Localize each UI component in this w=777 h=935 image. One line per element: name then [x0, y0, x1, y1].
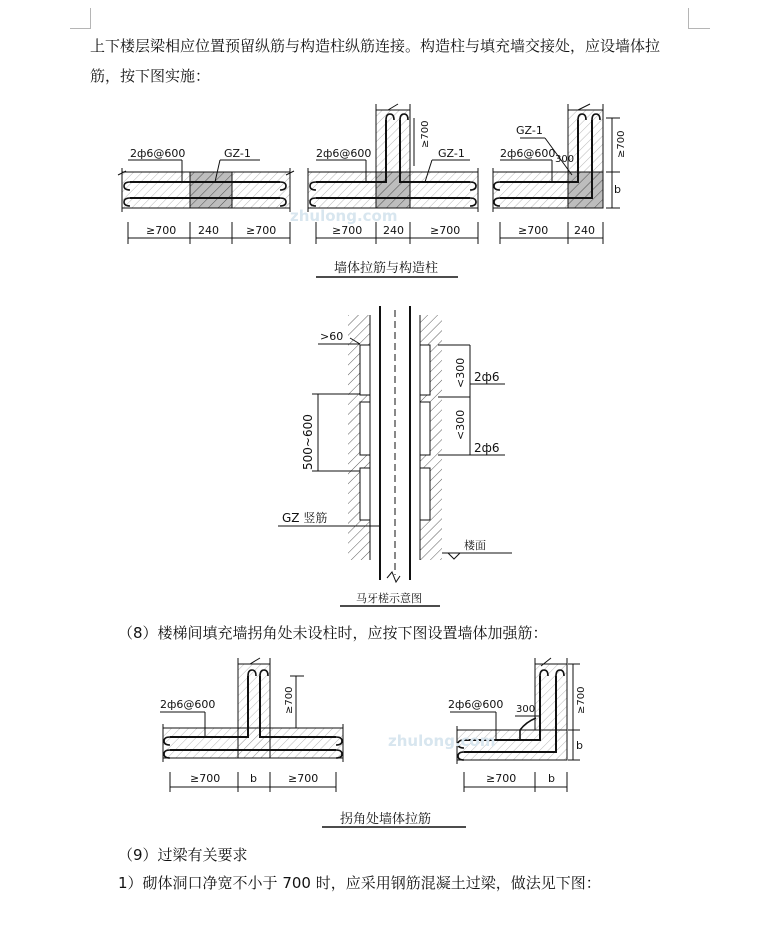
fig1-c-dim-2: 240 [574, 224, 595, 237]
fig1-a-dim-2: 240 [198, 224, 219, 237]
figure-2-labels [282, 330, 500, 605]
figure-1 [118, 104, 620, 277]
item-8: （8）楼梯间填充墙拐角处未设柱时，应按下图设置墙体加强筋： [118, 624, 548, 642]
fig2-bar-2: 2ф6 [474, 441, 500, 455]
intro-line-1: 上下楼层梁相应位置预留纵筋与构造柱纵筋连接。构造柱与填充墙交接处，应设墙体拉 [90, 37, 661, 55]
fig1-b-dim-3: ≥700 [430, 224, 461, 237]
fig1-b-dim-1: ≥700 [332, 224, 363, 237]
fig1-detail-c [493, 104, 620, 244]
fig2-title: 马牙槎示意图 [356, 592, 422, 605]
fig1-b-gz-label: GZ-1 [438, 147, 465, 160]
fig3-title: 拐角处墙体拉筋 [340, 812, 432, 827]
fig1-title: 墙体拉筋与构造柱 [334, 261, 439, 276]
fig1-b-dim-700: ≥700 [420, 120, 431, 148]
fig3-b-rebar-label: 2ф6@600 [448, 698, 504, 711]
fig1-a-dim-3: ≥700 [246, 224, 277, 237]
fig1-c-gz-label: GZ-1 [516, 124, 543, 137]
fig1-c-dim-700: ≥700 [616, 130, 627, 158]
fig3-b-dim-b: b [576, 739, 583, 752]
fig3-watermark: zhulong.com [388, 732, 496, 750]
fig3-b-dim-700: ≥700 [576, 686, 587, 714]
fig3-b-dim-2: b [548, 772, 555, 785]
fig1-b-rebar-label: 2ф6@600 [316, 147, 372, 160]
fig3-b-dim-1: ≥700 [486, 772, 517, 785]
figure-3 [160, 658, 580, 827]
fig1-c-300-label: 300 [555, 154, 575, 165]
fig3-a-dim-3: ≥700 [288, 772, 319, 785]
fig2-height: 500~600 [301, 414, 315, 470]
fig1-a-dim-1: ≥700 [146, 224, 177, 237]
item-9: （9）过梁有关要求 [118, 846, 248, 864]
fig3-a-dim-b: b [250, 772, 257, 785]
fig2-gz-label: GZ 竖筋 [282, 511, 328, 525]
fig1-a-gz-label: GZ-1 [224, 147, 251, 160]
fig3-b-300-label: 300 [516, 704, 536, 715]
intro-line-2: 筋，按下图实施： [90, 67, 211, 85]
fig3-a-rebar-label: 2ф6@600 [160, 698, 216, 711]
fig1-b-dim-2: 240 [383, 224, 404, 237]
fig1-c-dim-b: b [614, 183, 621, 196]
fig2-bar-1: 2ф6 [474, 370, 500, 384]
fig1-watermark: zhulong.com [290, 207, 398, 225]
fig1-c-rebar-label: 2ф6@600 [500, 147, 556, 160]
fig2-gt60: >60 [320, 330, 344, 343]
fig2-floor-label: 楼面 [464, 539, 486, 552]
fig3-a-dim-1: ≥700 [190, 772, 221, 785]
fig2-lt300-a: <300 [454, 357, 467, 388]
fig1-c-dim-1: ≥700 [518, 224, 549, 237]
fig3-a-dim-700: ≥700 [284, 686, 295, 714]
item-9-1: 1）砌体洞口净宽不小于 700 时，应采用钢筋混凝土过梁，做法见下图： [118, 874, 601, 892]
fig2-lt300-b: <300 [454, 409, 467, 440]
fig1-a-rebar-label: 2ф6@600 [130, 147, 186, 160]
